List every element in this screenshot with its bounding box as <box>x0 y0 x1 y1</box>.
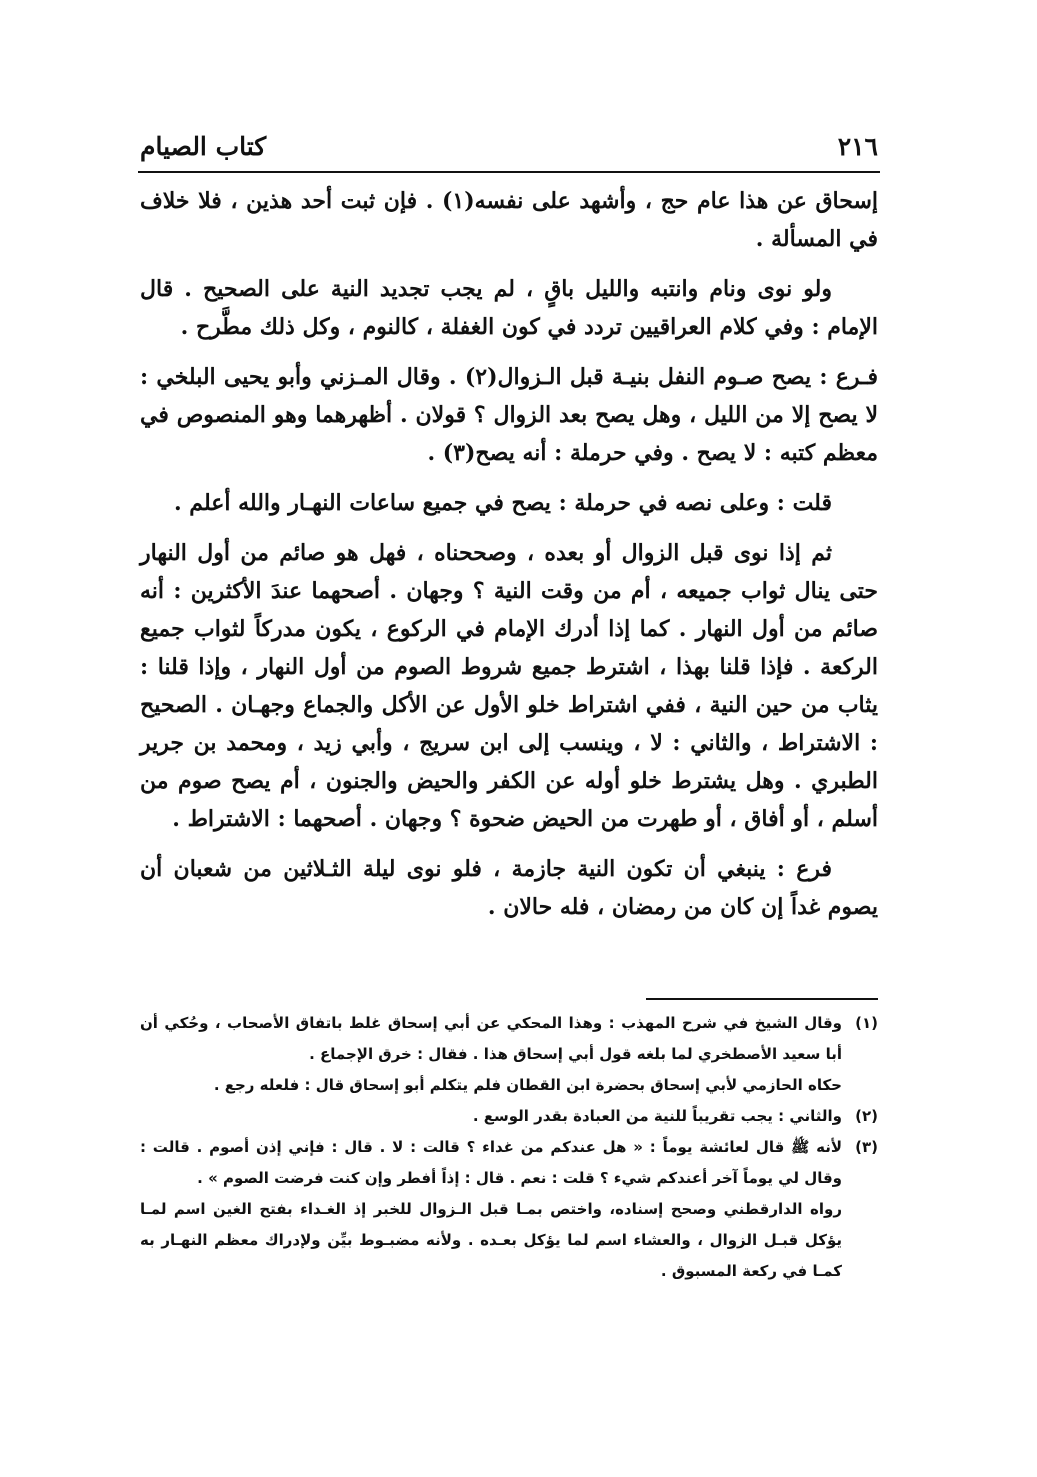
paragraph: قلت : وعلى نصه في حرملة : يصح في جميع ساعات النهـار والله أعلم . <box>173 490 832 516</box>
header-divider <box>138 171 880 173</box>
paragraph: ولو نوى ونام وانتبه والليل باقٍ ، لم يجب تجديد النية على الصحيح . قال الإمام : وفي كلام العراقيين تردد في كون الغفلة ، كالنوم ، وكل ذلك مطَّرح . <box>140 276 878 340</box>
footnote <box>140 1132 878 1287</box>
footnote-number: (٣) <box>855 1138 878 1156</box>
page-header <box>140 128 878 168</box>
paragraph: فرع : ينبغي أن تكون النية جازمة ، فلو نوى ليلة الثـلاثين من شعبان أن يصوم غداً إن كان من رمضان ، فله حالان . <box>140 856 878 920</box>
paragraph: ثم إذا نوى قبل الزوال أو بعده ، وصححناه ، فهل هو صائم من أول النهار حتى ينال ثواب جميعه ، أم من وقت النية ؟ وجهان . أصحهما عندَ الأكثرين : أنه صائم من أول النهار . كما إذا أدرك الإمام في الركوع ، يكون مدركاً لثواب جميع الركعة . فإذا قلنا بهذا ، اشترط جميع شروط الصوم من أول النهار ، وإذا قلنا : يثاب من حين النية ، ففي اشتراط خلو الأول عن الأكل والجماع وجهـان . الصحيح : الاشتراط ، والثاني : لا ، وينسب إلى ابن سريج ، وأبي زيد ، ومحمد بن جرير الطبري . وهل يشترط خلو أوله عن الكفر والحيض والجنون ، أم يصح صوم من أسلم ، أو أفاق ، أو طهرت من الحيض ضحوة ؟ وجهان . أصحهما : الاشتراط . <box>140 540 878 832</box>
footnote-line: وقال الشيخ في شرح المهذب : وهذا المحكي عن أبي إسحاق غلط باتفاق الأصحاب ، وحُكي أن أبا سعيد الأصطخري لما بلغه قول أبي إسحاق هذا . فقال : خرق الإجماع . <box>140 1014 842 1063</box>
main-text <box>140 182 878 938</box>
footnote <box>140 1101 878 1132</box>
paragraph: فـرع : يصح صـوم النفل بنيـة قبل الـزوال(٢) . وقال المـزني وأبو يحيى البلخي : لا يصح إلا من الليل ، وهل يصح بعد الزوال ؟ قولان . أظهرهما وهو المنصوص في معظم كتبه : لا يصح . وفي حرملة : أنه يصح(٣) . <box>140 364 878 466</box>
footnote-line: حكاه الحازمي لأبي إسحاق بحضرة ابن القطان فلم يتكلم أبو إسحاق قال : فلعله رجع . <box>213 1076 842 1094</box>
footnote-divider <box>646 998 878 1000</box>
page-number: ٢١٦ <box>837 132 878 161</box>
footnote <box>140 1008 878 1101</box>
running-title: كتاب الصيام <box>140 132 267 161</box>
footnote-number: (٢) <box>855 1107 878 1125</box>
footnote-line: والثاني : يجب تقريباً للنية من العبادة بقدر الوسع . <box>472 1107 842 1125</box>
footnote-line: رواه الدارقطني وصحح إسناده، واختص بمـا قبل الـزوال للخبر إذ الغـداء بفتح الغين اسم لمـا يؤكل قبـل الزوال ، والعشاء اسم لما يؤكل بعـده . ولأنه مضبـوط بيِّن ولإدراك معظم النهـار به كمـا في ركعة المسبوق . <box>140 1200 842 1280</box>
paragraph: إسحاق عن هذا عام حج ، وأشهد على نفسه(١) . فإن ثبت أحد هذين ، فلا خلاف في المسألة . <box>140 188 878 252</box>
footnotes <box>140 1008 878 1287</box>
footnote-number: (١) <box>855 1014 878 1032</box>
footnote-line: لأنه ﷺ قال لعائشة يوماً : « هل عندكم من غداء ؟ قالت : لا . قال : فإني إذن أصوم . قالت : وقال لي يوماً آخر أعندكم شيء ؟ قلت : نعم . قال : إذاً أفطر وإن كنت فرضت الصوم » . <box>140 1138 842 1187</box>
